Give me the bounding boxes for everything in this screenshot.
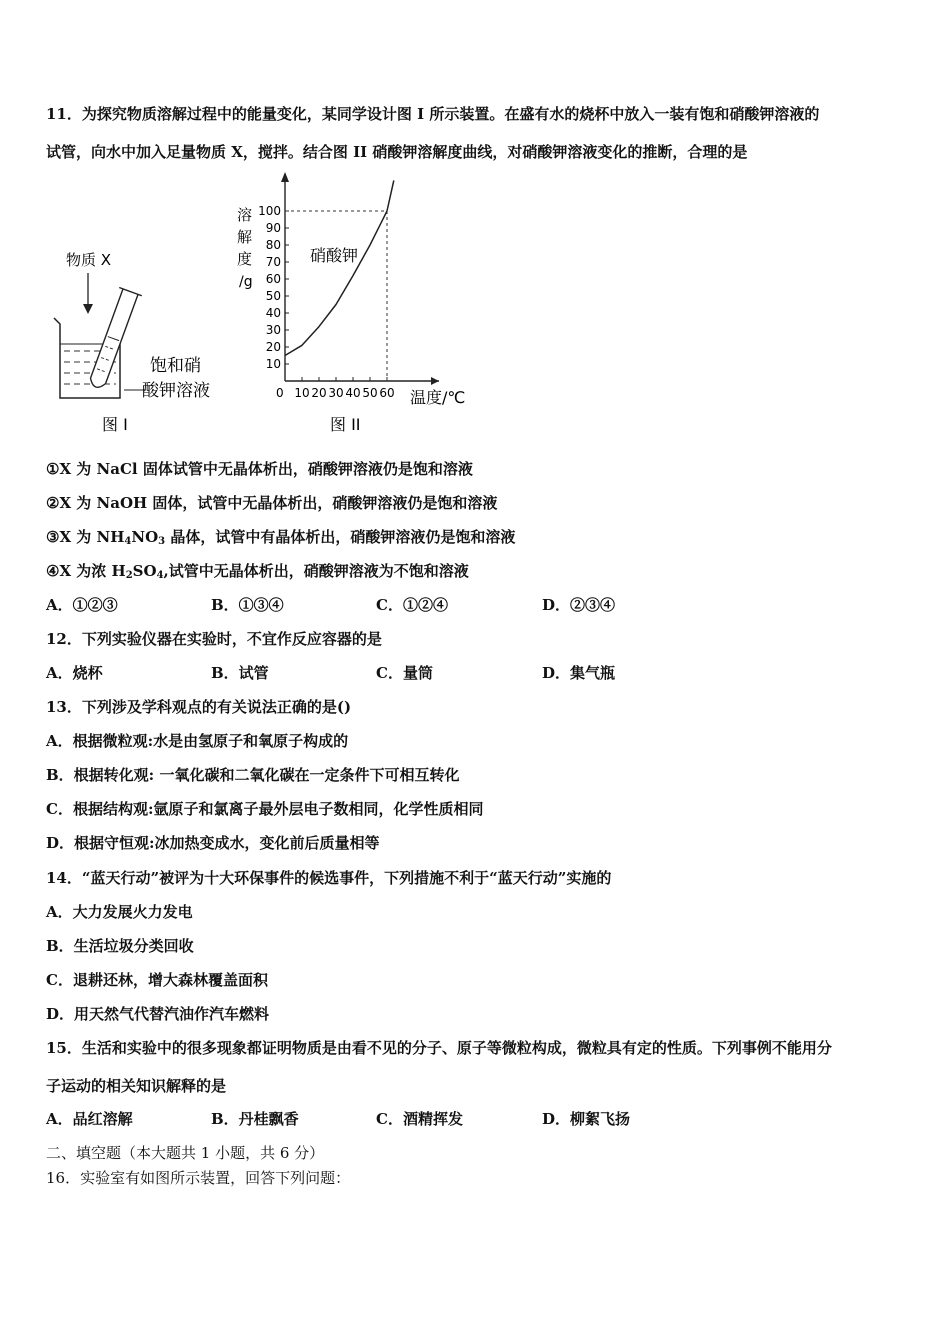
chart-y-tick-label: 10 — [265, 357, 281, 371]
q13-stem: 13．下列涉及学科观点的有关说法正确的是() — [46, 698, 352, 716]
test-tube — [85, 288, 142, 392]
caption-figure-2: 图 II — [330, 415, 361, 434]
chart-x-axis-arrow — [431, 377, 439, 385]
chart-y-tick-label: 30 — [265, 323, 281, 337]
figure-2-chart — [237, 172, 465, 434]
chart-ylabel-3: 度 — [237, 250, 253, 268]
q15-stem-line1: 15．生活和实验中的很多现象都证明物质是由看不见的分子、原子等微粒构成，微粒具有定的性质。下列事例不能用分 — [46, 1039, 832, 1057]
q14-option-d[interactable]: D．用天然气代替汽油作汽车燃料 — [46, 1005, 270, 1023]
q14-option-a[interactable]: A．大力发展火力发电 — [46, 903, 193, 921]
q12-option-d[interactable]: D．集气瓶 — [542, 664, 616, 682]
chart-y-tick-label: 100 — [258, 204, 281, 218]
chart-y-tick-label: 60 — [265, 272, 281, 286]
chart-curve-label: 硝酸钾 — [310, 246, 359, 265]
chart-y-tick-label: 50 — [265, 289, 281, 303]
q15-option-a[interactable]: A．品红溶解 — [46, 1110, 133, 1128]
label-substance-x: 物质 X — [66, 251, 112, 269]
chart-x-tick-label: 40 — [345, 386, 361, 400]
q13-option-b[interactable]: B．根据转化观: 一氧化碳和二氧化碳在一定条件下可相互转化 — [46, 766, 460, 784]
q11-stem-line1: 11．为探究物质溶解过程中的能量变化，某同学设计图 I 所示装置。在盛有水的烧杯中放入一装有饱和硝酸钾溶液的 — [46, 105, 820, 123]
chart-y-tick-label: 80 — [265, 238, 281, 252]
chart-series-kno3-line — [285, 180, 394, 355]
q11-stem-line2: 试管，向水中加入足量物质 X，搅拌。结合图 II 硝酸钾溶解度曲线，对硝酸钾溶液变化的推断，合理的是 — [46, 143, 748, 161]
q12-option-a[interactable]: A．烧杯 — [46, 664, 103, 682]
q15-stem-line2: 子运动的相关知识解释的是 — [46, 1077, 227, 1095]
chart-x-tick-label: 30 — [328, 386, 344, 400]
caption-figure-1: 图 I — [102, 415, 128, 434]
q16-stem: 16．实验室有如图所示装置，回答下列问题： — [46, 1169, 351, 1187]
chart-ylabel-1: 溶 — [237, 206, 253, 224]
q11-statement-2: ②X 为 NaOH 固体，试管中无晶体析出，硝酸钾溶液仍是饱和溶液 — [46, 494, 498, 512]
section-2-heading: 二、填空题（本大题共 1 小题，共 6 分） — [46, 1144, 325, 1162]
chart-xlabel: 温度/℃ — [410, 388, 466, 407]
chart-y-tick-label: 70 — [265, 255, 281, 269]
q11-statement-1: ①X 为 NaCl 固体试管中无晶体析出，硝酸钾溶液仍是饱和溶液 — [46, 460, 473, 478]
q12-option-c[interactable]: C．量筒 — [376, 664, 433, 682]
q11-option-c[interactable]: C．①②④ — [376, 596, 448, 614]
q13-option-c[interactable]: C．根据结构观:氩原子和氯离子最外层电子数相同，化学性质相同 — [46, 800, 484, 818]
chart-y-tick-label: 90 — [265, 221, 281, 235]
q11-figures — [40, 168, 500, 443]
chart-ylabel-4: /g — [239, 274, 253, 290]
q11-statement-3: ③X 为 $NH_4NO_3$ 晶体，试管中有晶体析出，硝酸钾溶液仍是饱和溶液 — [46, 528, 516, 547]
chart-y-tick-label: 20 — [265, 340, 281, 354]
q11-statement-4: ④X 为浓 $H_2SO_4$,试管中无晶体析出，硝酸钾溶液为不饱和溶液 — [46, 562, 469, 581]
chart-ylabel-2: 解 — [237, 228, 253, 246]
chart-x-tick-label: 10 — [294, 386, 310, 400]
q15-option-d[interactable]: D．柳絮飞扬 — [542, 1110, 631, 1128]
q11-option-d[interactable]: D．②③④ — [542, 596, 616, 614]
q13-option-a[interactable]: A．根据微粒观:水是由氢原子和氧原子构成的 — [46, 732, 349, 750]
label-solution-line2: 酸钾溶液 — [142, 381, 210, 401]
q14-option-c[interactable]: C．退耕还林，增大森林覆盖面积 — [46, 971, 268, 989]
chart-x-tick-label: 20 — [311, 386, 327, 400]
chart-origin: 0 — [276, 386, 284, 400]
q11-option-a[interactable]: A．①②③ — [46, 596, 118, 614]
q15-option-b[interactable]: B．丹桂飘香 — [211, 1110, 299, 1128]
q14-stem: 14．“蓝天行动”被评为十大环保事件的候选事件，下列措施不利于“蓝天行动”实施的 — [46, 869, 612, 887]
q11-option-b[interactable]: B．①③④ — [211, 596, 284, 614]
q12-stem: 12．下列实验仪器在实验时，不宜作反应容器的是 — [46, 630, 382, 648]
label-solution-line1: 饱和硝 — [150, 356, 201, 376]
figure-1 — [54, 251, 210, 434]
q12-option-b[interactable]: B．试管 — [211, 664, 269, 682]
chart-y-axis-arrow — [281, 172, 289, 182]
q13-option-d[interactable]: D．根据守恒观:冰加热变成水，变化前后质量相等 — [46, 834, 380, 852]
chart-x-tick-label: 60 — [379, 386, 395, 400]
q15-option-c[interactable]: C．酒精挥发 — [376, 1110, 463, 1128]
q14-option-b[interactable]: B．生活垃圾分类回收 — [46, 937, 194, 955]
chart-y-tick-label: 40 — [265, 306, 281, 320]
chart-x-tick-label: 50 — [362, 386, 378, 400]
